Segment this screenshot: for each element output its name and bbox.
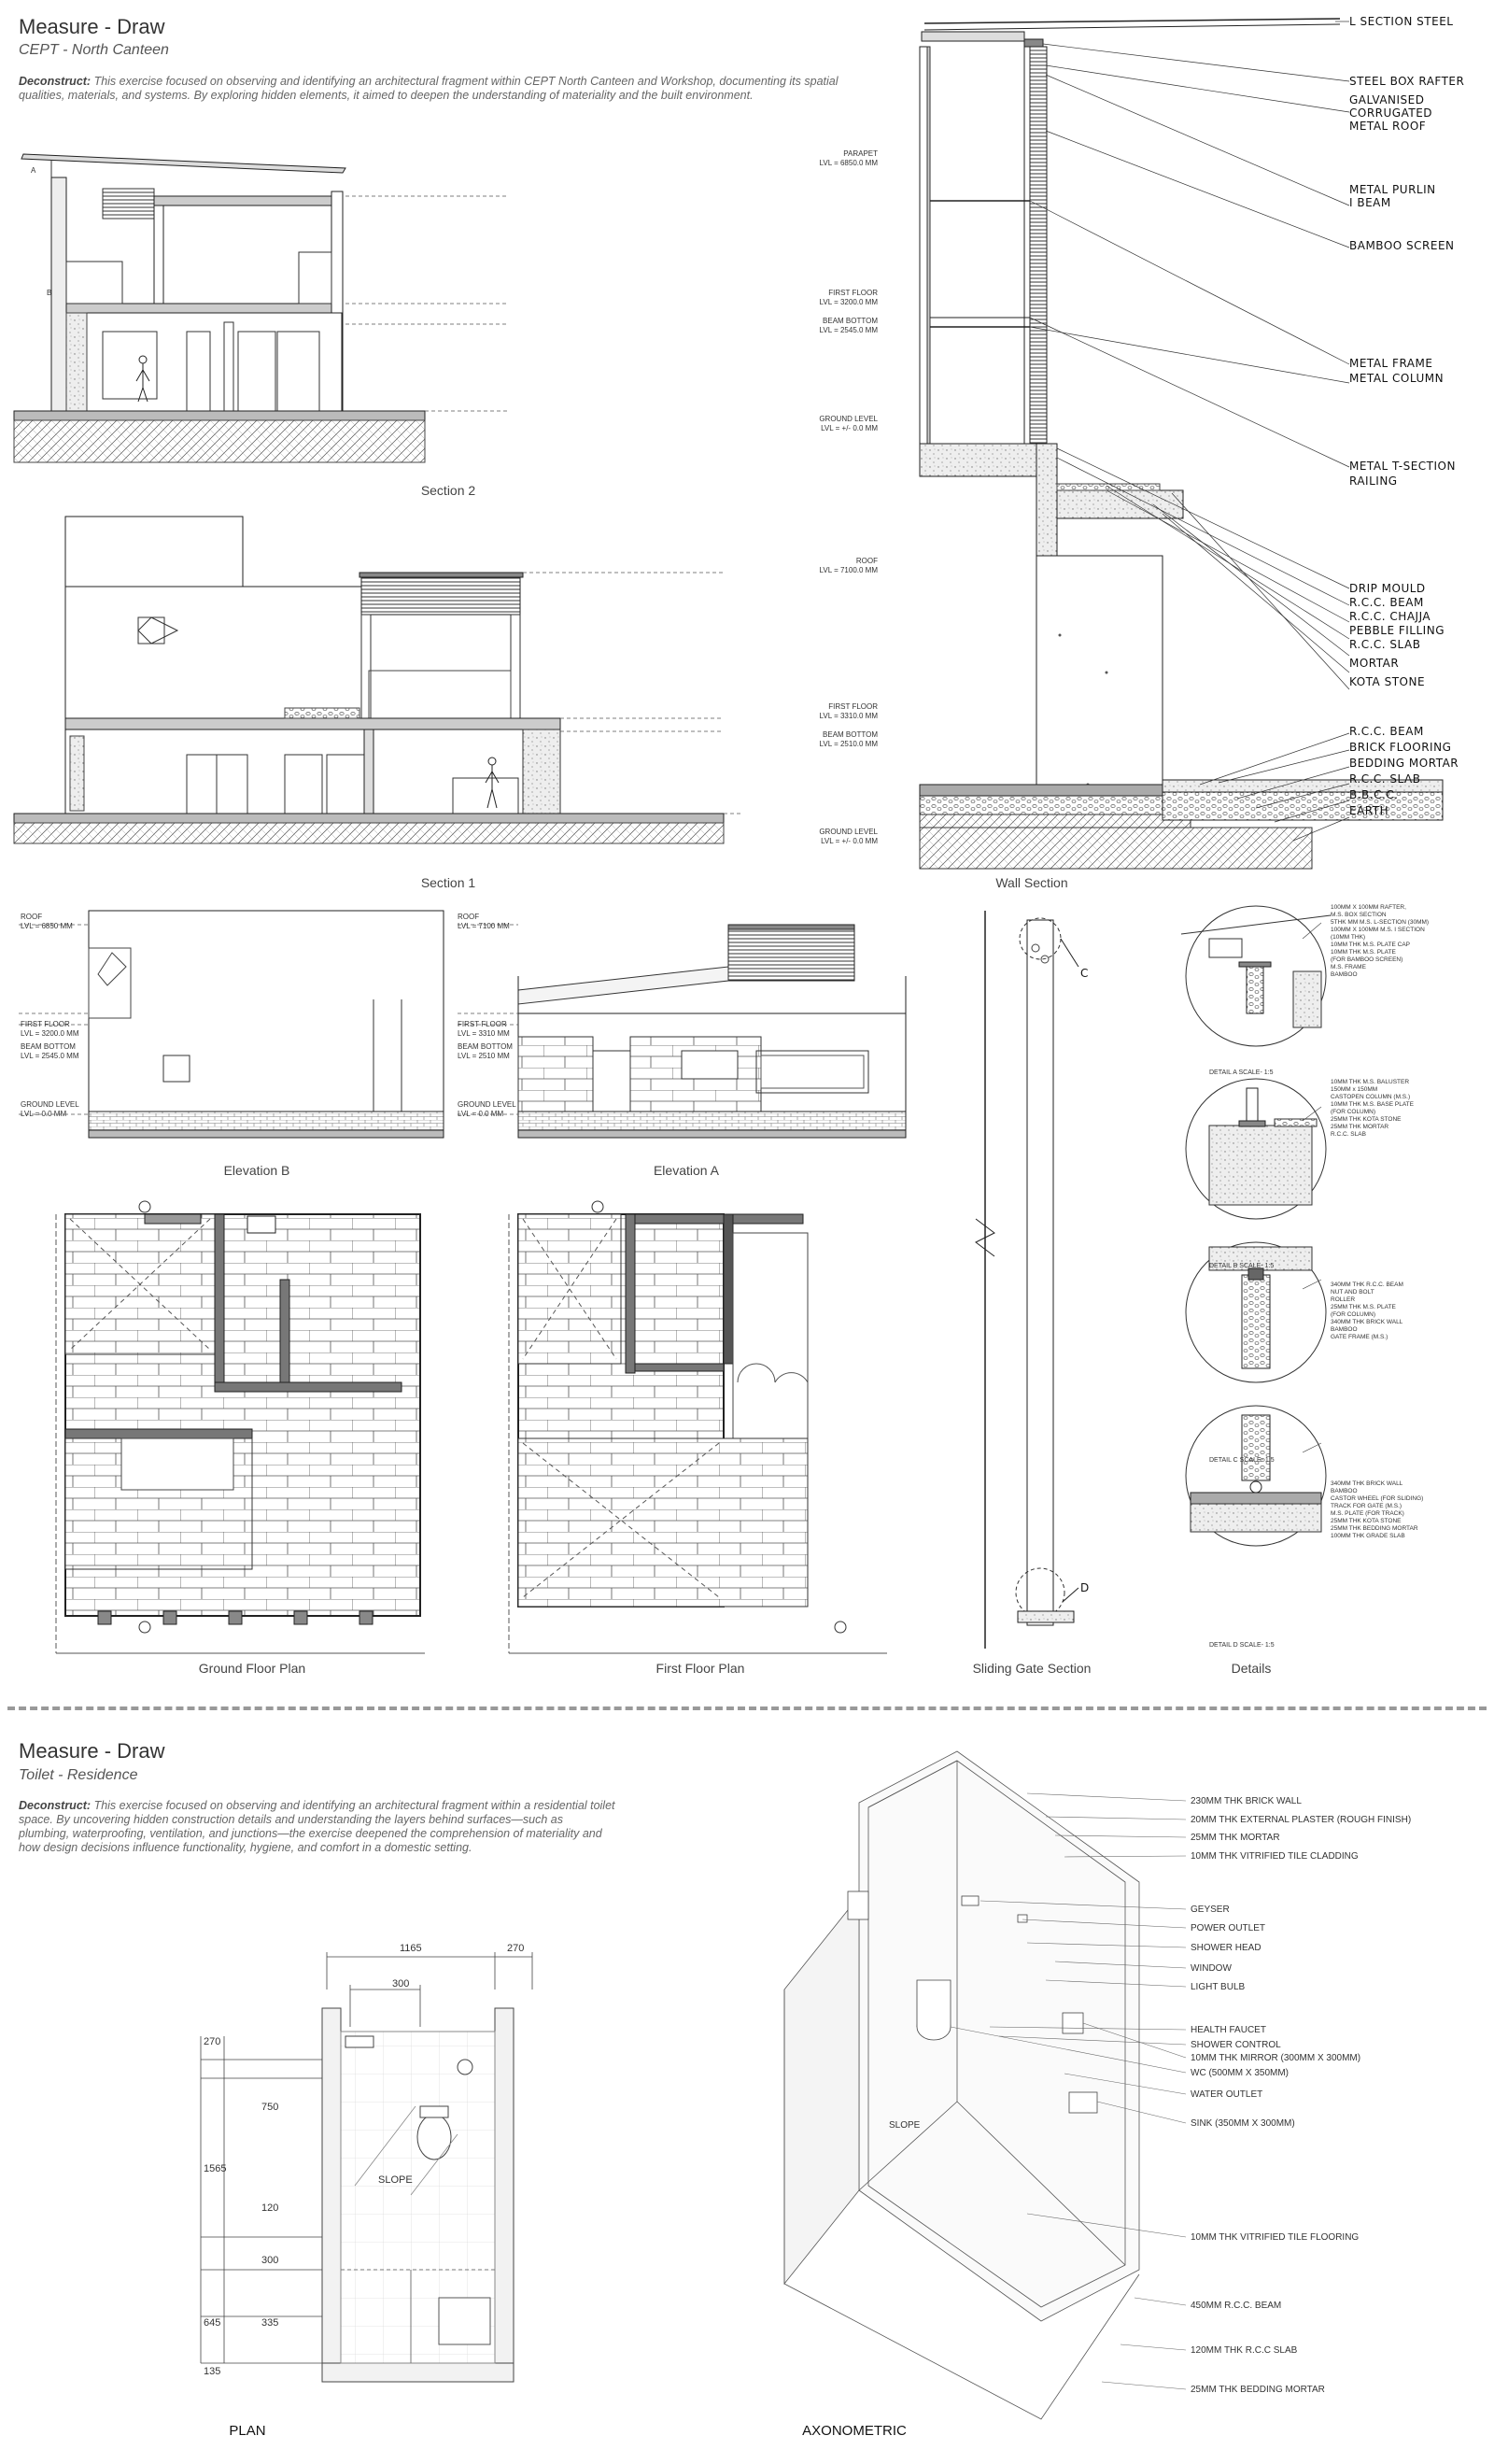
level-value: LVL = 3310 MM [458,1029,510,1038]
elevb-level-roof [21,913,114,931]
svg-text:A: A [31,166,36,175]
dim-1165: 1165 [400,1943,422,1954]
wall-label-pebble-filling: PEBBLE FILLING [1349,624,1445,637]
detail-note: 340MM THK R.C.C. BEAM [1331,1282,1403,1288]
level-name: GROUND LEVEL [458,1100,516,1109]
detail-note: 100MM X 100MM M.S. I SECTION [1331,927,1425,933]
sliding-gate-marker-c: C [1080,967,1089,980]
eleva-level-roof [458,913,551,931]
level-value: LVL = 2510 MM [458,1052,510,1060]
sliding-gate-marker-d: D [1080,1581,1090,1594]
wall-label-kota-stone: KOTA STONE [1349,675,1426,688]
cept-desc-text: This exercise focused on observing and identifying an architectural fragment within CEPT North Canteen and Workshop, documenting its spatial qualities, materials, and systems. By exploring hidden elements, it aimed to deepen the understanding of materiality and the built environment. [19,75,839,102]
wall-label-metal-t-section: METAL T-SECTION [1349,460,1456,473]
axo-label-tile-cladding: 10MM THK VITRIFIED TILE CLADDING [1191,1851,1359,1862]
level-name: BEAM BOTTOM [458,1042,513,1051]
dim-645: 645 [204,2317,221,2329]
details-caption: Details [1231,1661,1272,1676]
detail-b-notes [1331,1079,1494,1139]
cept-title: Measure - Draw [19,15,165,38]
detail-note: 10MM THK M.S. BASE PLATE [1331,1101,1414,1108]
wall-label-mortar: MORTAR [1349,657,1400,670]
level-name: FIRST FLOOR [458,1020,507,1028]
axo-label-shower-control: SHOWER CONTROL [1191,2040,1281,2050]
level-value: LVL = 6850.0 MM [819,159,878,167]
eleva-level-ground [458,1100,551,1119]
ground-floor-plan-caption: Ground Floor Plan [198,1661,306,1676]
level-name: FIRST FLOOR [828,289,878,297]
wall-label-bedding-mortar: BEDDING MORTAR [1349,757,1459,770]
wall-label-railing: RAILING [1349,474,1398,488]
axo-label-health-faucet: HEALTH FAUCET [1191,2025,1266,2035]
detail-note: 5THK MM M.S. L-SECTION (30MM) [1331,919,1430,926]
section-2-caption: Section 2 [420,483,476,498]
section2-level-parapet [738,149,878,168]
dim-750: 750 [261,2102,279,2113]
wall-label-metal-column: METAL COLUMN [1349,372,1445,385]
wall-label-metal-purlin: METAL PURLIN [1349,183,1436,196]
detail-note: BAMBOO [1331,1326,1358,1333]
axo-label-rcc-slab: 120MM THK R.C.C SLAB [1191,2345,1298,2356]
level-name: BEAM BOTTOM [823,730,878,739]
eleva-level-first-floor [458,1020,551,1039]
plan-slope-label: SLOPE [378,2174,413,2186]
level-value: LVL = 7100 MM [458,922,510,930]
detail-note: BAMBOO [1331,971,1358,978]
level-name: ROOF [855,557,878,565]
detail-note: TRACK FOR GATE (M.S.) [1331,1503,1402,1509]
level-value: LVL = 3310.0 MM [819,712,878,720]
level-name: FIRST FLOOR [828,702,878,711]
wall-label-metal-frame: METAL FRAME [1349,357,1433,370]
section1-level-ground [738,828,878,846]
toilet-subtitle: Toilet - Residence [19,1767,138,1783]
section2-level-first-floor [738,289,878,307]
detail-note: M.S. BOX SECTION [1331,912,1387,918]
axo-label-light-bulb: LIGHT BULB [1191,1982,1246,1992]
wall-label-earth: EARTH [1349,804,1389,817]
axo-label-tile-flooring: 10MM THK VITRIFIED TILE FLOORING [1191,2232,1360,2243]
detail-note: CASTOR WHEEL (FOR SLIDING) [1331,1495,1424,1502]
detail-note: 100MM X 100MM RAFTER, [1331,904,1406,911]
toilet-axonometric-drawing [747,1747,1139,2419]
toilet-desc-label: Deconstruct: [19,1799,92,1812]
axo-label-shower-head: SHOWER HEAD [1191,1943,1261,1953]
level-value: LVL = +/- 0.0 MM [821,424,878,432]
wall-label-rcc-chajja: R.C.C. CHAJJA [1349,610,1431,623]
axo-label-power-outlet: POWER OUTLET [1191,1923,1266,1933]
detail-note: (10MM THK) [1331,934,1366,941]
dim-120: 120 [261,2202,279,2214]
detail-note: BAMBOO [1331,1488,1358,1494]
axo-label-wc: WC (500MM X 350MM) [1191,2068,1290,2078]
level-name: ROOF [21,913,43,921]
wall-label-corrugated: CORRUGATED [1349,106,1433,120]
toilet-axo-caption: AXONOMETRIC [802,2423,907,2439]
detail-note: GATE FRAME (M.S.) [1331,1334,1388,1340]
dim-270-left: 270 [204,2036,221,2047]
detail-note: (FOR COLUMN) [1331,1109,1376,1115]
cept-description [19,75,864,103]
level-name: BEAM BOTTOM [823,317,878,325]
level-name: BEAM BOTTOM [21,1042,76,1051]
section1-level-first-floor [738,702,878,721]
axo-label-mirror: 10MM THK MIRROR (300MM X 300MM) [1191,2053,1361,2063]
axo-label-window: WINDOW [1191,1963,1232,1974]
detail-note: 25MM THK BEDDING MORTAR [1331,1525,1418,1532]
level-name: ROOF [458,913,480,921]
elevb-level-beam-bottom [21,1042,114,1061]
detail-b-title: DETAIL B SCALE- 1:5 [1209,1263,1275,1269]
detail-d-title: DETAIL D SCALE- 1:5 [1209,1642,1275,1649]
wall-label-bamboo-screen: BAMBOO SCREEN [1349,239,1455,252]
detail-note: 25MM THK KOTA STONE [1331,1518,1402,1524]
detail-note: 340MM THK BRICK WALL [1331,1480,1403,1487]
detail-note: 10MM THK M.S. BALUSTER [1331,1079,1410,1085]
detail-note: 340MM THK BRICK WALL [1331,1319,1403,1325]
axo-label-water-outlet: WATER OUTLET [1191,2089,1263,2100]
wall-label-rcc-beam: R.C.C. BEAM [1349,596,1424,609]
level-name: GROUND LEVEL [21,1100,79,1109]
wall-label-galvanised: GALVANISED [1349,93,1425,106]
ground-floor-plan-drawing [51,1196,434,1653]
detail-note: 25MM THK KOTA STONE [1331,1116,1402,1123]
section2-level-beam-bottom [738,317,878,335]
svg-text:B: B [47,289,52,297]
detail-note: 25MM THK M.S. PLATE [1331,1304,1396,1310]
detail-note: (FOR BAMBOO SCREEN) [1331,956,1403,963]
detail-a-title: DETAIL A SCALE- 1:5 [1209,1069,1274,1076]
section2-level-ground [738,415,878,433]
axo-label-rcc-beam: 450MM R.C.C. BEAM [1191,2301,1282,2311]
axo-label-sink: SINK (350MM X 300MM) [1191,2118,1295,2129]
detail-note: 25MM THK MORTAR [1331,1124,1389,1130]
level-value: LVL = 3200.0 MM [819,298,878,306]
dim-270-top: 270 [507,1943,525,1954]
wall-label-brick-flooring: BRICK FLOORING [1349,741,1452,754]
cept-subtitle: CEPT - North Canteen [19,42,169,58]
detail-note: 100MM THK GRADE SLAB [1331,1533,1405,1539]
axo-slope-label: SLOPE [889,2120,921,2131]
sliding-gate-drawing [962,911,1130,1653]
section-1-caption: Section 1 [420,875,476,890]
wall-label-rcc-slab-2: R.C.C. SLAB [1349,772,1421,786]
toilet-desc-text: This exercise focused on observing and identifying an architectural fragment within a residential toilet space. By uncovering hidden construction details and understanding the layers behind surfaces—such as plumbing, waterproofing, ventilation, and junctions—the exercise deepened the comprehension of materiality and how design decisions influence functionality, hygiene, and comfort in a domestic setting. [19,1799,615,1854]
axo-label-external-plaster: 20MM THK EXTERNAL PLASTER (ROUGH FINISH) [1191,1815,1412,1825]
axo-label-bedding-mortar: 25MM THK BEDDING MORTAR [1191,2385,1325,2395]
toilet-title: Measure - Draw [19,1739,165,1763]
level-value: LVL = 2545.0 MM [21,1052,79,1060]
detail-d-notes [1331,1480,1494,1540]
wall-label-i-beam: I BEAM [1349,196,1391,209]
detail-c-notes [1331,1282,1494,1341]
elevb-level-first-floor [21,1020,114,1039]
axo-label-brick-wall: 230MM THK BRICK WALL [1191,1796,1302,1806]
detail-note: M.S. FRAME [1331,964,1366,970]
cept-desc-label: Deconstruct: [19,75,92,88]
wall-section-caption: Wall Section [995,875,1068,890]
dim-300-top: 300 [392,1978,410,1990]
wall-label-rcc-slab: R.C.C. SLAB [1349,638,1421,651]
detail-note: 10MM THK M.S. PLATE CAP [1331,942,1411,948]
wall-label-bbcc: B.B.C.C. [1349,788,1399,801]
level-value: LVL = 6850 MM [21,922,73,930]
detail-note: CASTOPEN COLUMN (M.S.) [1331,1094,1411,1100]
elevation-b-caption: Elevation B [223,1163,290,1178]
toilet-description [19,1799,616,1855]
wall-label-steel-box-rafter: STEEL BOX RAFTER [1349,75,1465,88]
dim-1565: 1565 [204,2163,227,2174]
level-name: GROUND LEVEL [819,415,878,423]
section1-level-beam-bottom [738,730,878,749]
toilet-plan-drawing [187,1933,560,2419]
axo-label-geyser: GEYSER [1191,1905,1230,1915]
section1-level-roof [738,557,878,575]
elevation-a-caption: Elevation A [653,1163,720,1178]
detail-note: (FOR COLUMN) [1331,1311,1376,1318]
elevb-level-ground [21,1100,114,1119]
dim-335: 335 [261,2317,279,2329]
detail-note: 150MM x 150MM [1331,1086,1378,1093]
level-value: LVL = 0.0 MM [21,1110,67,1118]
dim-300-left: 300 [261,2255,279,2266]
level-value: LVL = 2510.0 MM [819,740,878,748]
first-floor-plan-drawing [504,1196,896,1653]
wall-label-l-section-steel: L SECTION STEEL [1349,15,1454,28]
dim-135: 135 [204,2366,221,2377]
detail-note: R.C.C. SLAB [1331,1131,1366,1138]
level-name: PARAPET [843,149,878,158]
level-name: FIRST FLOOR [21,1020,70,1028]
wall-label-rcc-beam-2: R.C.C. BEAM [1349,725,1424,738]
level-value: LVL = 3200.0 MM [21,1029,79,1038]
level-name: GROUND LEVEL [819,828,878,836]
detail-note: M.S. PLATE (FOR TRACK) [1331,1510,1404,1517]
details-drawing [1181,897,1494,1663]
sliding-gate-caption: Sliding Gate Section [972,1661,1092,1676]
detail-c-title: DETAIL C SCALE- 1:5 [1209,1457,1275,1464]
first-floor-plan-caption: First Floor Plan [655,1661,745,1676]
axo-label-mortar: 25MM THK MORTAR [1191,1833,1280,1843]
level-value: LVL = 7100.0 MM [819,566,878,574]
detail-note: NUT AND BOLT [1331,1289,1374,1296]
detail-note: 10MM THK M.S. PLATE [1331,949,1396,956]
eleva-level-beam-bottom [458,1042,551,1061]
level-value: LVL = +/- 0.0 MM [821,837,878,845]
detail-note: ROLLER [1331,1296,1356,1303]
level-value: LVL = 0.0 MM [458,1110,504,1118]
detail-a-notes [1331,904,1494,979]
wall-label-metal-roof: METAL ROOF [1349,120,1427,133]
section-divider [7,1706,1487,1710]
wall-label-drip-mould: DRIP MOULD [1349,582,1426,595]
toilet-plan-caption: PLAN [229,2423,266,2439]
level-value: LVL = 2545.0 MM [819,326,878,334]
